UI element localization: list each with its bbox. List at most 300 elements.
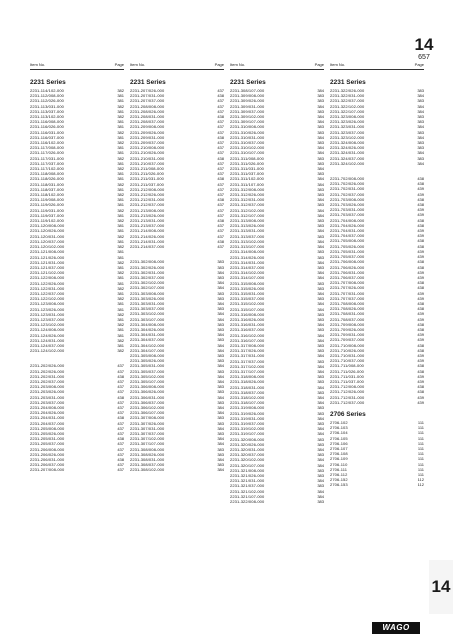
item-number: 2231-319/026-000 [230,410,265,416]
page-reference: 384 [217,373,224,379]
item-number: 2231-208/031-000 [130,114,165,120]
item-number: 2231-309/107-000 [230,119,265,125]
page-reference: 438 [417,368,424,374]
item-number: 2231-203/026-000 [30,389,65,395]
page-reference: 437 [117,420,124,426]
page-reference: 384 [317,426,324,432]
item-number: 2231-307/102-000 [130,436,165,442]
item-number: 2231-303/037-000 [130,306,165,312]
page-reference: 383 [217,399,224,405]
item-number: 2231-314/008-000 [230,249,265,255]
item-number: 2231-711/031-000 [330,373,364,379]
page-reference: 383 [317,405,324,411]
page-reference: 437 [217,192,224,198]
item-number: 2231-324/026-000 [330,145,365,151]
page-reference: 439 [417,191,424,197]
page-reference: 383 [417,129,424,135]
item-number: 2231-207/008-000 [30,467,65,473]
page-reference: 384 [217,269,224,275]
page-reference: 112 [417,477,424,483]
page-reference: 438 [417,300,424,306]
item-number: 2231-318/102-000 [230,394,265,400]
page-reference: 437 [217,145,224,151]
item-number: 2231-306/026-000 [130,389,165,395]
page-reference: 384 [317,244,324,250]
page-reference: 382 [117,348,124,354]
page-reference: 383 [317,192,324,198]
page-reference: 384 [317,238,324,244]
item-number: 2231-205/026-000 [30,431,65,436]
page-reference: 384 [317,181,324,187]
page-reference: 382 [117,140,124,146]
page-reference: 439 [417,233,424,239]
page-reference: 439 [417,186,424,192]
item-number: 2231-312/008-000 [230,186,265,192]
page-reference: 384 [317,394,324,400]
item-number: 2231-118/037-000 [30,186,64,192]
item-number: 2706-102 [330,419,348,425]
wago-logo: WAGO [372,622,420,634]
page-reference: 111 [417,435,424,441]
item-number: 2231-209/008-000 [130,124,165,130]
item-number: 2231-305/026-000 [130,358,165,364]
item-number: 2231-211/037-000 [130,181,164,187]
item-number: 2231-213/008-000 [130,207,165,213]
item-number: 2231-209/031-000 [130,134,165,140]
item-number: 2231-316/026-000 [230,316,265,322]
item-number: 2231-116/102-000 [30,140,64,146]
page-reference: 437 [217,124,224,130]
page-reference: 437 [117,441,124,447]
page-reference: 439 [417,311,424,317]
page-reference: 384 [317,322,324,328]
item-number: 2231-117/037-000 [30,160,64,166]
page-reference: 383 [217,326,224,332]
page-reference: 382 [117,129,124,135]
page-reference: 384 [217,441,224,447]
item-number: 2231-119/031-000 [30,207,64,213]
item-number: 2231-116/026-000 [30,124,64,130]
item-number: 2231-306/031-000 [130,394,165,400]
item-number: 2231-309/037-000 [230,108,265,114]
item-number: 2231-324/037-000 [330,155,365,161]
item-number: 2231-212/008-000 [130,186,165,192]
page-reference: 384 [317,275,324,281]
page-reference: 383 [317,348,324,354]
column-header [30,62,124,70]
page-reference: 438 [217,134,224,140]
item-number: 2231-708/037-000 [330,316,365,322]
page-reference: 382 [117,181,124,187]
item-number: 2231-708/008-000 [330,300,365,306]
page-reference: 381 [117,197,124,203]
page-reference: 437 [117,431,124,436]
item-number: 2231-310/107-000 [230,150,265,156]
item-number: 2231-322/102-000 [330,103,365,109]
item-number: 2231-316/102-000 [230,332,265,338]
page-reference: 383 [317,452,324,458]
item-number: 2231-302/031-000 [130,269,165,275]
page-reference: 383 [317,389,324,395]
item-number: 2231-310/102-000 [230,145,265,151]
page-reference: 111 [417,456,424,462]
item-number: 2231-212/026-000 [130,192,165,198]
item-number: 2231-322/026-000 [330,88,365,93]
item-number: 2231-120/008-000 [30,223,65,229]
page-reference: 382 [117,192,124,198]
page-reference: 111 [417,430,424,436]
series-heading: 2231 Series [130,79,166,86]
item-number: 2231-319/008-000 [230,405,265,411]
item-number: 2231-707/026-000 [330,285,365,291]
page-reference: 439 [417,337,424,343]
item-number: 2231-712/008-000 [330,384,365,390]
page-reference: 383 [217,384,224,390]
item-number: 2231-207/031-000 [130,93,165,99]
item-number: 2231-302/026-000 [130,264,165,270]
page-reference: 437 [117,384,124,390]
item-number: 2231-320/008-000 [230,436,265,442]
item-number: 2231-122/037-000 [30,290,65,296]
page-reference: 384 [417,160,424,166]
item-number: 2231-312/031-000 [230,197,265,203]
item-number: 2231-114/102-000 [30,88,64,93]
page-reference: 437 [217,160,224,166]
item-number: 2231-705/026-000 [330,243,365,249]
item-number: 2231-210/026-000 [130,150,165,156]
item-number: 2231-214/026-000 [130,233,165,239]
index-columns [30,62,428,638]
item-number: 2231-202/026-000 [30,368,65,374]
item-number: 2231-308/008-000 [130,446,165,452]
page-reference: 437 [217,88,224,93]
page-reference: 438 [417,347,424,353]
page-reference: 437 [217,119,224,125]
item-number: 2231-705/037-000 [330,254,365,260]
item-number: 2231-124/008-000 [30,327,65,333]
item-number: 2231-321/031-000 [230,478,265,484]
item-number: 2231-319/031-000 [230,415,265,421]
page-reference: 437 [217,140,224,146]
item-number: 2231-322/107-000 [330,108,365,114]
item-number: 2231-210/008-000 [130,145,165,151]
item-number: 2231-315/008-000 [230,280,265,286]
page-reference: 383 [317,223,324,229]
page-reference: 383 [317,233,324,239]
item-number: 2231-119/008-000 [30,197,64,203]
page-reference: 383 [317,98,324,104]
page-reference: 384 [317,353,324,359]
page-reference: 382 [117,155,124,161]
item-number: 2231-117/008-000 [30,145,64,151]
item-number: 2231-312/107-000 [230,212,265,218]
group-gap [130,249,224,259]
item-number: 2231-311/031-000 [230,166,264,172]
page-reference: 381 [117,254,124,260]
page-reference: 384 [317,145,324,151]
page-reference: 381 [117,249,124,255]
page-reference: 383 [317,285,324,291]
index-row [330,482,424,487]
page-reference: 437 [117,378,124,384]
page-reference: 438 [417,280,424,286]
page-reference: 383 [317,202,324,208]
item-number: 2231-314/107-000 [230,275,265,281]
item-number: 2231-702/037-000 [330,191,365,197]
page-reference: 111 [417,440,424,446]
item-number: 2231-206/031-000 [30,457,65,463]
page-reference: 438 [217,238,224,244]
page-reference: 384 [317,400,324,406]
page-header: Page [114,62,124,67]
item-number: 2231-203/037-000 [30,399,65,405]
page-reference: 111 [417,446,424,451]
chapter-tab: 14 [429,560,453,614]
item-no-header: Item No. [230,62,246,67]
page-reference: 437 [217,98,224,104]
page-reference: 437 [217,202,224,208]
page-reference: 437 [117,425,124,431]
item-number: 2231-323/008-000 [330,114,365,120]
page-reference: 384 [317,415,324,421]
item-number: 2231-304/008-000 [130,321,165,327]
item-number: 2231-123/026-000 [30,306,65,312]
page-reference: 381 [117,145,124,151]
page-reference: 383 [417,114,424,120]
item-number: 2231-320/026-000 [230,441,265,447]
page-reference: 383 [317,316,324,322]
page-reference: 384 [217,394,224,400]
item-number: 2231-204/008-000 [30,404,65,410]
page-reference: 382 [117,311,124,317]
item-number: 2706-107 [330,446,348,451]
item-number: 2231-302/008-000 [130,259,165,265]
item-number: 2231-709/008-000 [330,321,365,327]
item-number: 2231-119/037-000 [30,212,64,218]
item-number: 2231-317/102-000 [230,363,265,369]
item-number: 2231-706/008-000 [330,259,365,265]
page-reference: 384 [317,228,324,234]
page-reference: 381 [117,124,124,130]
page-reference: 437 [217,181,224,187]
item-number: 2231-704/031-000 [330,228,365,234]
page-reference: 383 [317,499,324,505]
item-number: 2231-116/031-000 [30,129,64,135]
item-number: 2231-318/037-000 [230,389,265,395]
page-reference: 383 [217,431,224,436]
page-reference: 384 [317,290,324,296]
page-reference: 383 [417,145,424,151]
index-column [230,62,324,504]
page-reference: 381 [117,98,124,104]
item-number: 2231-117/031-000 [30,155,64,161]
item-number: 2231-206/008-000 [30,446,65,452]
page-reference: 384 [317,306,324,312]
item-number: 2231-205/008-000 [30,425,65,431]
item-number: 2231-122/026-000 [30,280,65,286]
page-reference: 437 [217,186,224,192]
page-reference: 384 [217,280,224,286]
item-number: 2231-214/031-000 [130,238,165,244]
item-number: 2231-124/102-000 [30,348,65,354]
item-number: 2231-705/031-000 [330,248,365,254]
page-reference: 437 [217,233,224,239]
item-number: 2231-320/107-000 [230,462,265,468]
item-number: 2231-305/037-000 [130,368,165,374]
page-reference: 439 [417,399,424,405]
item-number: 2231-304/107-000 [130,347,165,353]
item-number: 2231-702/031-000 [330,186,365,192]
item-number: 2706-111 [330,466,348,472]
item-number: 2231-318/107-000 [230,400,265,406]
item-number: 2231-706/031-000 [330,269,365,275]
page-reference: 384 [317,166,324,172]
item-number: 2231-321/008-000 [230,467,265,473]
page-reference: 383 [217,446,224,452]
item-number: 2231-205/031-000 [30,436,65,442]
item-number: 2231-306/102-000 [130,404,165,410]
page-reference: 384 [417,103,424,109]
item-number: 2231-113/037-000 [30,108,64,114]
page-reference: 384 [317,197,324,203]
item-number: 2231-317/037-000 [230,358,265,364]
page-reference: 383 [317,342,324,348]
page-reference: 382 [117,103,124,109]
item-number: 2231-214/008-000 [130,228,165,234]
page-reference: 384 [217,410,224,416]
page-reference: 384 [317,114,324,120]
item-number: 2231-712/037-000 [330,399,365,405]
item-number: 2231-315/026-000 [230,285,265,291]
page-reference: 437 [117,467,124,473]
page-reference: 381 [117,223,124,229]
item-number: 2231-323/026-000 [330,119,365,125]
item-number: 2231-207/037-000 [130,98,165,104]
page-reference: 438 [217,155,224,161]
item-number: 2231-206/037-000 [30,462,65,468]
page-reference: 383 [417,88,424,93]
page-reference: 383 [317,160,324,166]
item-number: 2706-103 [330,425,348,431]
item-number: 2231-303/026-000 [130,295,165,301]
index-row [230,499,324,504]
page-reference: 439 [417,358,424,364]
page-reference: 383 [317,473,324,479]
item-number: 2231-202/026-000 [30,363,65,369]
item-number: 2231-709/031-000 [330,332,365,338]
page-reference: 381 [117,275,124,281]
item-number: 2231-305/102-000 [130,373,165,379]
page-reference: 382 [117,285,124,291]
page-reference: 384 [217,436,224,442]
page-reference: 383 [217,259,224,265]
page-reference: 438 [417,243,424,249]
page-reference: 437 [117,451,124,457]
item-number: 2231-308/031-000 [130,457,165,463]
item-number: 2231-308/107-000 [230,88,265,93]
page-reference: 439 [417,295,424,301]
item-number: 2231-204/031-000 [30,415,65,421]
column-header [130,62,224,70]
page-reference: 384 [217,457,224,463]
page-reference: 111 [417,419,424,425]
page-reference: 383 [417,119,424,125]
item-number: 2231-711/008-000 [330,363,364,369]
item-no-header: Item No. [30,62,46,67]
item-number: 2231-207/026-000 [130,88,165,93]
item-number: 2231-211/031-000 [130,176,164,182]
index-row [130,467,224,472]
item-number: 2706-105 [330,435,348,441]
page-reference: 383 [217,352,224,358]
page-reference: 439 [417,274,424,280]
item-number: 2231-122/102-000 [30,296,65,302]
item-number: 2231-303/102-000 [130,311,165,317]
page-reference: 437 [117,462,124,468]
item-number: 2706-106 [330,440,348,446]
item-number: 2231-313/037-000 [230,233,265,239]
page-header: Page [214,62,224,67]
item-number: 2231-711/026-000 [330,368,364,374]
item-number: 2231-124/026-000 [30,332,65,338]
page-number: 657 [418,54,430,61]
group-gap [30,353,124,363]
item-number: 2231-308/102-000 [130,467,165,473]
item-number: 2231-314/026-000 [230,254,265,260]
item-number: 2231-112/008-000 [30,93,64,99]
page-reference: 384 [317,332,324,338]
item-number: 2231-316/107-000 [230,337,265,343]
item-number: 2231-117/026-000 [30,150,64,156]
page-reference: 383 [317,483,324,489]
page-reference: 384 [417,134,424,140]
page-reference: 437 [117,399,124,405]
page-reference: 437 [217,223,224,229]
page-reference: 384 [317,478,324,484]
page-reference: 384 [317,337,324,343]
page-reference: 438 [417,363,424,369]
page-reference: 381 [117,316,124,322]
page-reference: 384 [217,363,224,369]
item-number: 2231-204/026-000 [30,410,65,416]
page-reference: 384 [317,134,324,140]
item-number: 2231-312/102-000 [230,207,265,213]
page-reference: 381 [117,150,124,156]
page-reference: 438 [217,93,224,99]
page-reference: 438 [417,384,424,390]
item-number: 2231-703/037-000 [330,212,365,218]
item-number: 2231-206/026-000 [30,451,65,457]
page-reference: 438 [417,342,424,348]
page-reference: 437 [117,410,124,416]
page-reference: 438 [117,436,124,442]
item-number: 2231-113/031-000 [30,103,64,109]
page-reference: 383 [317,155,324,161]
item-number: 2231-313/031-000 [230,228,265,234]
item-number: 2231-315/102-000 [230,301,265,307]
item-number: 2231-120/037-000 [30,238,65,244]
page-reference: 384 [317,301,324,307]
page-reference: 383 [317,296,324,302]
page-reference: 383 [217,358,224,364]
page-reference: 439 [417,228,424,234]
item-number: 2231-214/037-000 [130,244,165,250]
item-number: 2231-303/107-000 [130,316,165,322]
item-number: 2231-303/031-000 [130,300,165,306]
item-number: 2231-121/008-000 [30,249,65,255]
item-number: 2231-211/026-000 [130,171,164,177]
page-reference: 438 [417,306,424,312]
